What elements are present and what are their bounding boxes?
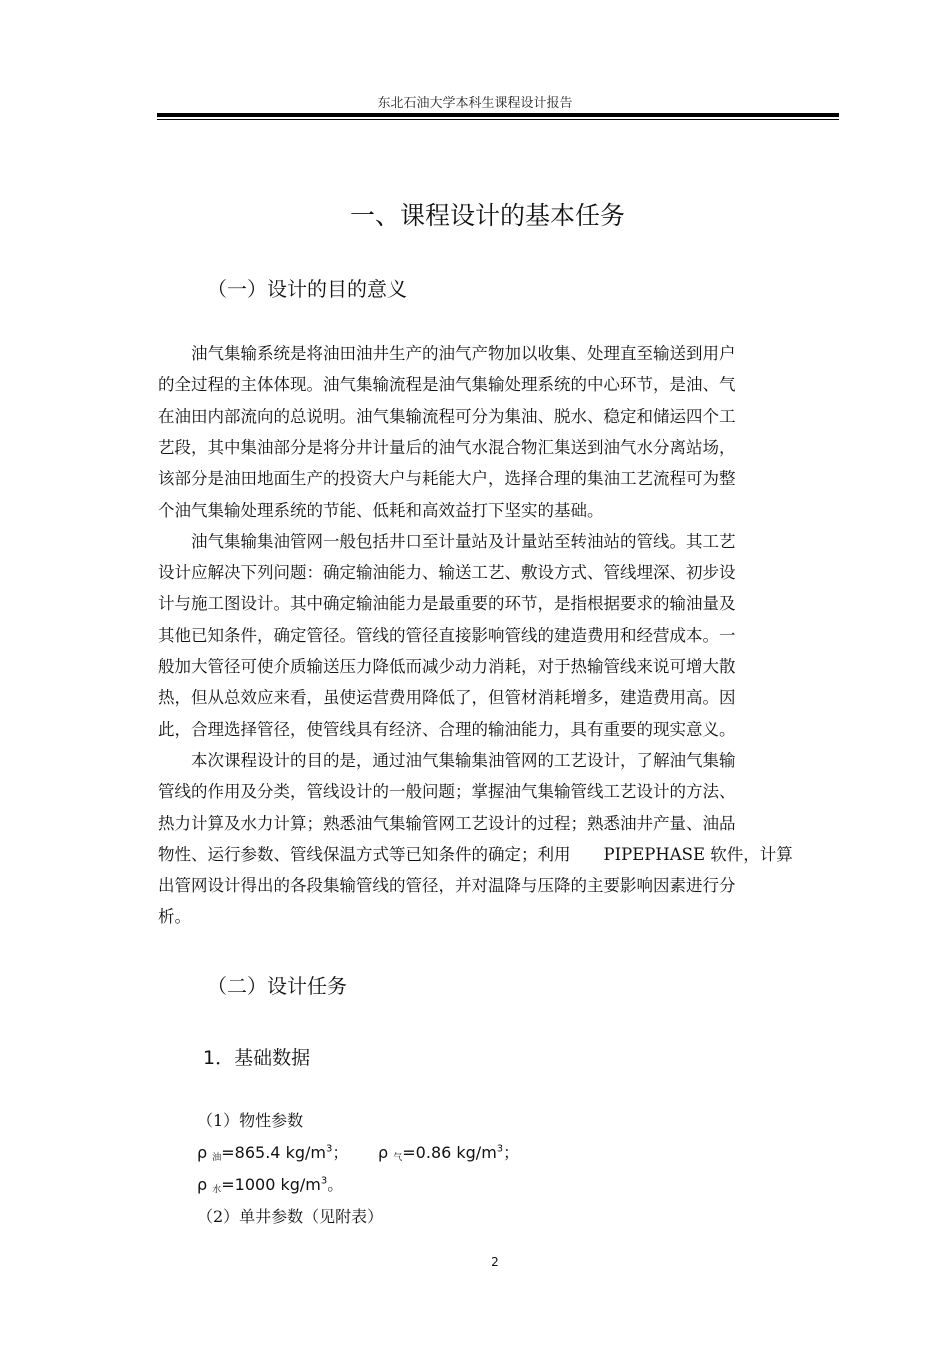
body-line: 此，合理选择管径，使管线具有经济、合理的输油能力，具有重要的现实意义。 — [158, 719, 736, 739]
page-number: 2 — [491, 1255, 499, 1269]
item-well-params: （2）单井参数（见附表） — [197, 1207, 384, 1226]
body-line: 本次课程设计的目的是，通过油气集输集油管网的工艺设计，了解油气集输 — [158, 750, 736, 770]
body-line: 油气集输集油管网一般包括井口至计量站及计量站至转油站的管线。其工艺 — [158, 531, 736, 551]
body-line: 设计应解决下列问题：确定输油能力、输送工艺、敷设方式、管线埋深、初步设 — [158, 563, 736, 583]
body-line: 油气集输系统是将油田油井生产的油气产物加以收集、处理直至输送到用户 — [158, 344, 736, 363]
section-heading-tasks: （二）设计任务 — [207, 974, 347, 998]
header-rule-thick — [157, 113, 839, 117]
body-line: 该部分是油田地面生产的投资大户与耗能大户，选择合理的集油工艺流程可为整 — [158, 469, 736, 489]
density-oil: ρ $_油$=865.4 $kg/m^3$； — [197, 1143, 349, 1163]
header-rule-thin — [157, 119, 839, 120]
body-line: 的全过程的主体体现。油气集输流程是油气集输处理系统的中心环节，是油、气 — [158, 375, 736, 395]
body-line: 艺段，其中集油部分是将分井计量后的油气水混合物汇集送到油气水分离站场， — [158, 437, 736, 457]
body-line: 在油田内部流向的总说明。油气集输流程可分为集油、脱水、稳定和储运四个工 — [158, 406, 736, 426]
body-line: 其他已知条件，确定管径。管线的管径直接影响管线的建造费用和经营成本。一 — [158, 625, 736, 645]
body-line: 出管网设计得出的各段集输管线的管径，并对温降与压降的主要影响因素进行分 — [158, 876, 736, 896]
density-gas: ρ $_气$=0.86 $kg/m^3$； — [378, 1143, 520, 1163]
section-heading-purpose: （一）设计的目的意义 — [207, 277, 407, 301]
body-line: 般加大管径可使介质输送压力降低而减少动力消耗，对于热输管线来说可增大散 — [158, 657, 736, 676]
body-line: 热力计算及水力计算；熟悉油气集输管网工艺设计的过程；熟悉油井产量、油品 — [158, 813, 736, 833]
body-line: 物性、运行参数、管线保温方式等已知条件的确定；利用 PIPEPHASE 软件，计算 — [158, 844, 793, 864]
chapter-title: 一、课程设计的基本任务 — [349, 201, 625, 230]
body-line: 析。 — [158, 907, 191, 927]
body-line: 计与施工图设计。其中确定输油能力是最重要的环节，是指根据要求的输油量及 — [158, 594, 736, 614]
page-header: 东北石油大学本科生课程设计报告 — [377, 96, 573, 111]
item-physical-params: （1）物性参数 — [197, 1111, 304, 1130]
subsection-heading-basic-data: 1．基础数据 — [203, 1047, 311, 1069]
body-line: 管线的作用及分类，管线设计的一般问题；掌握油气集输管线工艺设计的方法、 — [158, 782, 736, 802]
body-line: 个油气集输处理系统的节能、低耗和高效益打下坚实的基础。 — [158, 500, 604, 520]
density-water: ρ $_水$=1000 $kg/m^3$。 — [197, 1175, 344, 1195]
body-line: 热，但从总效应来看，虽使运营费用降低了，但管材消耗增多，建造费用高。因 — [158, 688, 736, 708]
